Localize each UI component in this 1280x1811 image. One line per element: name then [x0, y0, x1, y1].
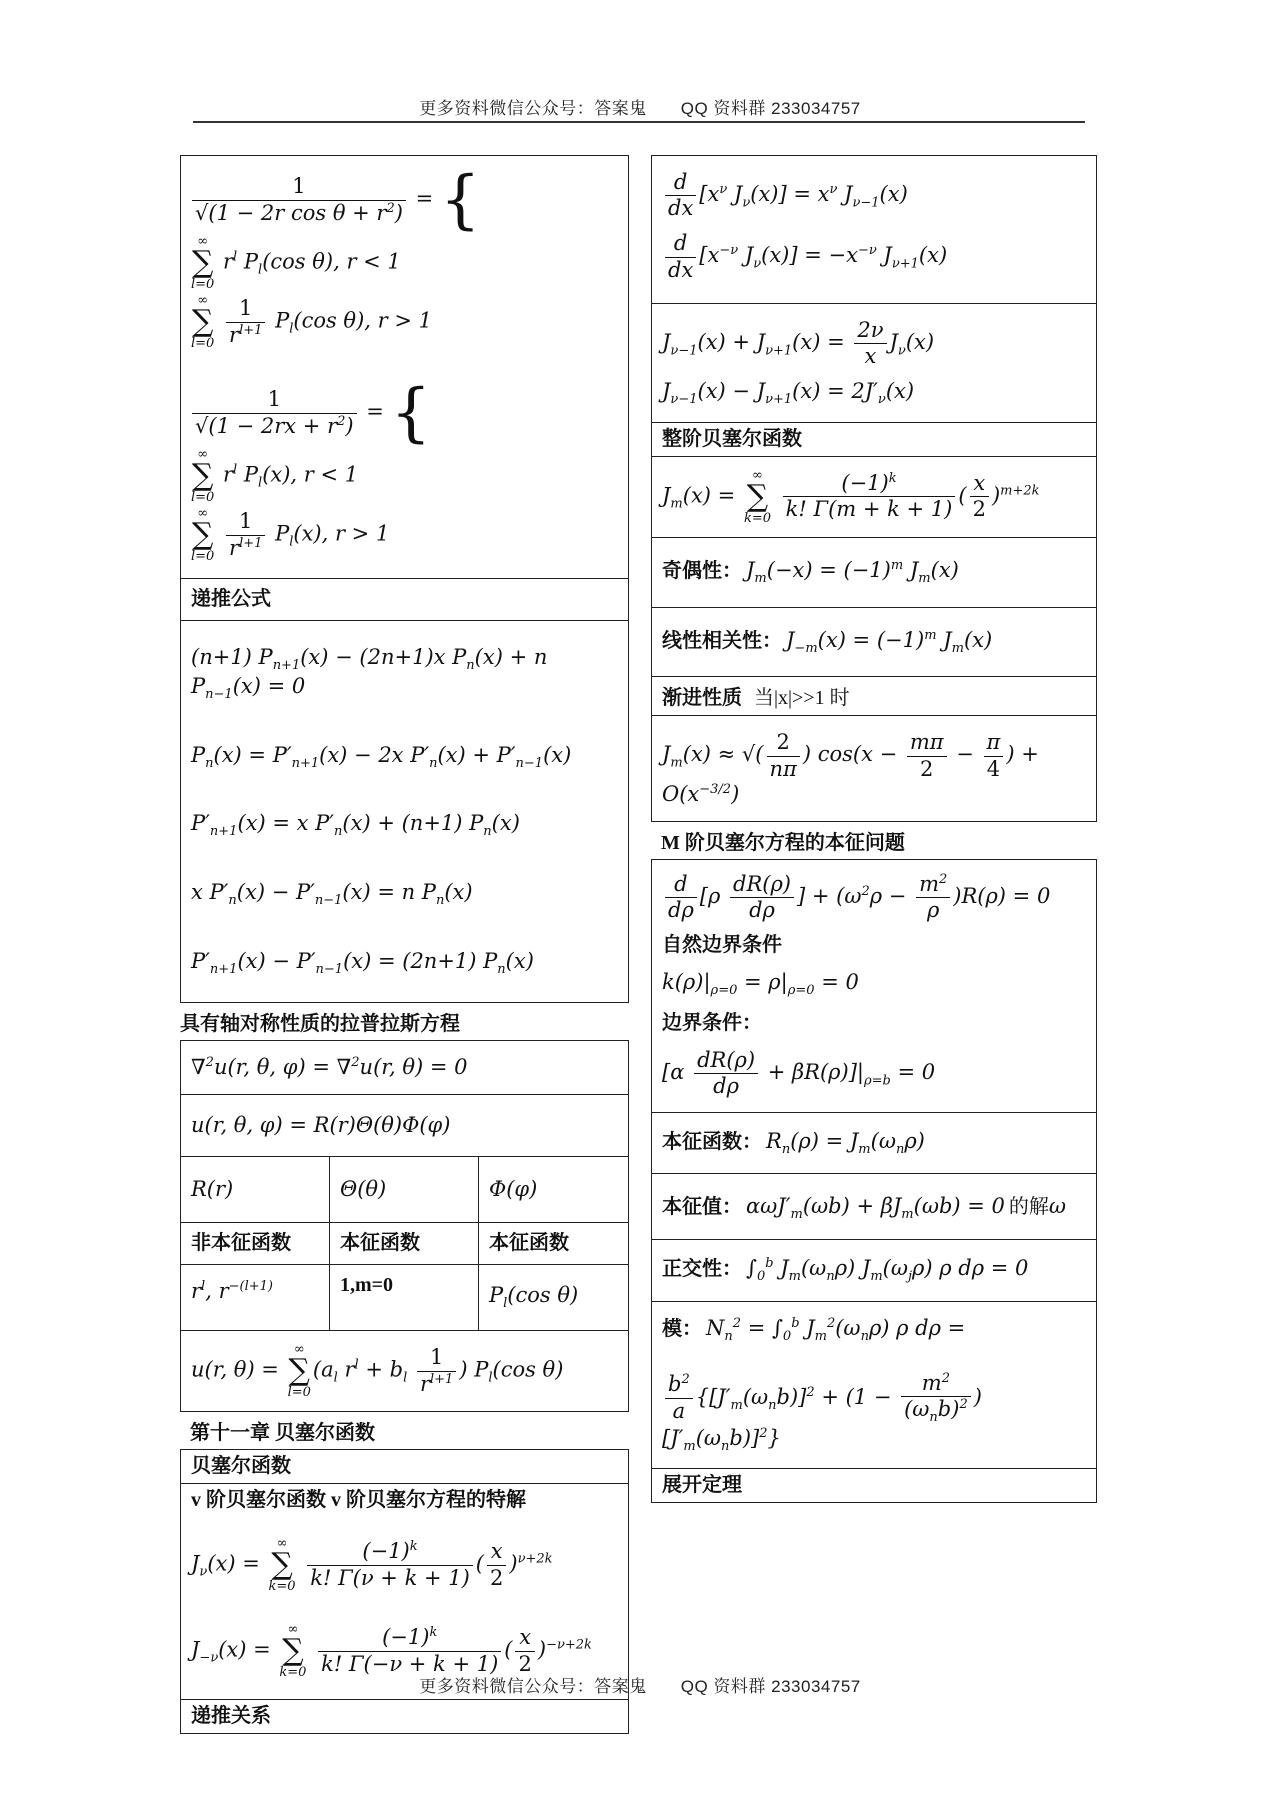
- bessel-derivative-box: [651, 155, 1097, 822]
- eigen-problem-box: [651, 859, 1097, 1503]
- asymptotic-row: [652, 676, 1096, 715]
- bc-formula: [α $\frac{dR(\rho)}{d\rho}$ + $\beta R(\rho)]|_{\rho=b} = 0$: [662, 1048, 936, 1099]
- footer-wechat: 更多资料微信公众号：答案鬼: [419, 1677, 647, 1696]
- table-legendre: $P_l(\cos$ θ): [478, 1264, 628, 1330]
- norm-closed-form: $\frac{b^2}{a}$ {$[J'_m(\omega_nb)]^2 + (1$ − $\frac{m^2}{(\omega_nb)^2}$ )$[J'_m(\omega_nb)]^2$}: [662, 1370, 982, 1454]
- norm-row: [652, 1301, 1096, 1469]
- page-footer: [0, 1672, 1280, 1697]
- table-col2-head: 本征函数: [329, 1222, 478, 1264]
- table-col1-head: 非本征函数: [181, 1222, 329, 1264]
- laplace-table: [181, 1156, 628, 1330]
- axisymmetric-solution: u(r, θ) = ∞ ∑ l=0 ($a_l$ $r^l + b_l$ $\frac{1}{r^{l+1}}$ ) $P_l(\cos$ θ): [181, 1330, 628, 1411]
- footer-qq: QQ 资料群 233034757: [680, 1677, 861, 1696]
- orthogonality-row: [652, 1239, 1096, 1301]
- orthogonality-label: 正交性：: [662, 1258, 742, 1281]
- header-wechat: 更多资料微信公众号：答案鬼: [419, 99, 647, 118]
- legendre-generating-box: [180, 155, 629, 1003]
- laplace-equation: ∇$^2$u(r, θ, φ) = ∇$^2$u(r, θ) = 0: [191, 1054, 468, 1079]
- bessel-description: v 阶贝塞尔函数 v 阶贝塞尔方程的特解: [181, 1483, 628, 1517]
- norm-label: 模：: [662, 1317, 702, 1340]
- header-rule: [193, 121, 1085, 123]
- norm-integral: $N_n^2 = \int_0^b$ $J_m^2(\omega_n\rho)$ ρ dρ =: [706, 1315, 966, 1345]
- linear-dependence-row: [652, 607, 1096, 677]
- page-header: [0, 94, 1280, 119]
- table-col2-value: 1,m=0: [329, 1264, 478, 1330]
- orthogonality-formula: $\int_0^b$ $J_m(\omega_n\rho)$ $J_m(\omega_j\rho)$ ρ dρ = 0: [746, 1256, 1029, 1285]
- right-column: [651, 155, 1097, 1503]
- eigenvalue-suffix: 的解: [1008, 1196, 1049, 1219]
- laplace-box: [180, 1040, 629, 1412]
- natural-bc-formula: $k(\rho)|_{\rho=0} = \rho|_{\rho=0} = 0$: [662, 970, 859, 999]
- table-head-R: R(r): [191, 1177, 234, 1202]
- bc-label: 边界条件：: [662, 1012, 762, 1035]
- linear-formula: $J_{-m}(x) = (-1)^m$ $J_m(x)$: [786, 627, 993, 656]
- eigenvalue-formula: $\alpha\omega J'_m(\omega b) + \beta J_m(\omega b) = 0$: [746, 1194, 1005, 1223]
- eigenfunction-formula: $R_n(\rho) = J_m(\omega_n\rho)$: [766, 1128, 925, 1157]
- bessel-derivative-identities: $\frac{d}{dx}$ [$x^\nu$ $J_\nu(x)] = x^\nu$ $J_{\nu-1}(x)$ $\frac{d}{dx}$ [$x^{-\nu}$ $J_\nu(x)] = -x^{-\nu}$ $J_{\nu+1}(x)$: [652, 156, 1096, 303]
- generating-function-cos: $\frac{1}{√(1 - 2r \cos \theta + r^2)}$ = { ∞ ∑ l=0 $r^l$ $P_l(\cos$ θ), r < 1 ∞ ∑ l=0 $\frac{1}{r^{l+1}}$ $P_l(\cos$ θ), r > 1: [191, 163, 481, 351]
- recursion-formulas: (n+1) $P_{n+1}(x) - (2n+1)x$ $P_n(x) + n$ $P_{n-1}(x) = 0$ $P_n(x) = P'_{n+1}(x) - 2x$ $P'_n(x) + P'_{n-1}(x)$ $P'_{n+1}(x) = x$ $P'_n(x) + (n+1)$ $P_n(x)$ x $P'_n(x) - P'_{n-1}(x) = n$ $P_n(x)$ $P'_{n+1}(x) - P'_{n-1}(x) = (2n+1)$ $P_n(x)$: [181, 620, 628, 1002]
- eigenvalue-label: 本征值：: [662, 1196, 742, 1219]
- expansion-theorem-title: 展开定理: [652, 1468, 1096, 1502]
- eigen-problem-title: M 阶贝塞尔方程的本征问题: [661, 832, 905, 855]
- generating-function-x: $\frac{1}{√(1 - 2rx + r^2)}$ = { ∞ ∑ l=0 $r^l$ $P_l(x)$, r < 1 ∞ ∑ l=0 $\frac{1}{r^{l+1}}$ $P_l(x)$, r > 1: [191, 376, 432, 564]
- asymptotic-formula: $J_m(x)$ ≈ √( $\frac{2}{n\pi}$ ) cos(x − $\frac{m\pi}{2}$ − $\frac{\pi}{4}$ ) + $O(x^{-3/2})$: [652, 715, 1096, 821]
- header-qq: QQ 资料群 233034757: [680, 99, 861, 118]
- eigenfunction-row: [652, 1112, 1096, 1174]
- parity-label: 奇偶性：: [662, 559, 742, 582]
- parity-formula: $J_m(-x) = (-1)^m$ $J_m(x)$: [746, 557, 959, 587]
- table-radial-solutions: $r^l$, $r^{-(l+1)}$: [181, 1264, 329, 1330]
- parity-row: [652, 537, 1096, 607]
- recursion-title: 递推公式: [181, 578, 628, 620]
- bessel-series: $J_\nu(x)$ = ∞ ∑ k=0 $\frac{(-1)^k}{k! \Gamma(\nu + k + 1)}$ ( $\frac{x}{2}$ )$^{\nu+2k}$ $J_{-\nu}(x)$ = ∞ ∑ k=0 $\frac{(-1)^k}{k! \Gamma(-\nu + k + 1)}$ ( $\frac{x}{2}$ )$^{-\nu+2k}$: [191, 1536, 592, 1681]
- chapter-title: 第十一章 贝塞尔函数: [190, 1422, 375, 1445]
- table-col3-head: 本征函数: [478, 1222, 628, 1264]
- eigenvalue-row: 本征值： $\alpha\omega J'_m(\omega b) + \beta J_m(\omega b) = 0$ 的解ω: [652, 1173, 1096, 1239]
- eigen-problem-content: $\frac{d}{d\rho}$ [ρ $\frac{dR(\rho)}{d\rho}$ ] + ($\omega^2\rho$ − $\frac{m^2}{\rho}$ )R(ρ) = 0 自然边界条件 $k(\rho)|_{\rho=0} = \rho|_{\rho=0} = 0$ 边界条件： [α $\frac{dR(\rho)}{d\rho}$ + $\beta R(\rho)]|_{\rho=b} = 0$: [652, 860, 1096, 1112]
- laplace-title: 具有轴对称性质的拉普拉斯方程: [180, 1012, 460, 1035]
- bessel-title: 贝塞尔函数: [191, 1455, 291, 1478]
- eigenfunction-label: 本征函数：: [662, 1130, 762, 1153]
- recursion-relation-title: 递推关系: [181, 1699, 628, 1733]
- asymptotic-condition: 当|x|>>1 时: [754, 687, 850, 710]
- separation-of-variables: u(r, θ, φ) = R(r)Θ(θ)Φ(φ): [181, 1094, 628, 1156]
- natural-bc-label: 自然边界条件: [662, 934, 782, 957]
- linear-label: 线性相关性：: [662, 629, 782, 652]
- integer-order-series: $J_m(x)$ = ∞ ∑ k=0 $\frac{(-1)^k}{k! \Gamma(m + k + 1)}$ ( $\frac{x}{2}$ )$^{m+2k}$: [652, 456, 1096, 537]
- left-column: [180, 155, 629, 1734]
- integer-order-title: 整阶贝塞尔函数: [652, 422, 1096, 456]
- table-head-theta: Θ(θ): [329, 1157, 478, 1222]
- table-head-phi: Φ(φ): [478, 1157, 628, 1222]
- bessel-recurrence-identities: $J_{\nu-1}(x) + J_{\nu+1}(x)$ = $\frac{2\nu}{x}$ $J_\nu(x)$ $J_{\nu-1}(x) - J_{\nu+1}(x) = 2J'_\nu(x)$: [652, 303, 1096, 422]
- asymptotic-label: 渐进性质: [662, 687, 742, 710]
